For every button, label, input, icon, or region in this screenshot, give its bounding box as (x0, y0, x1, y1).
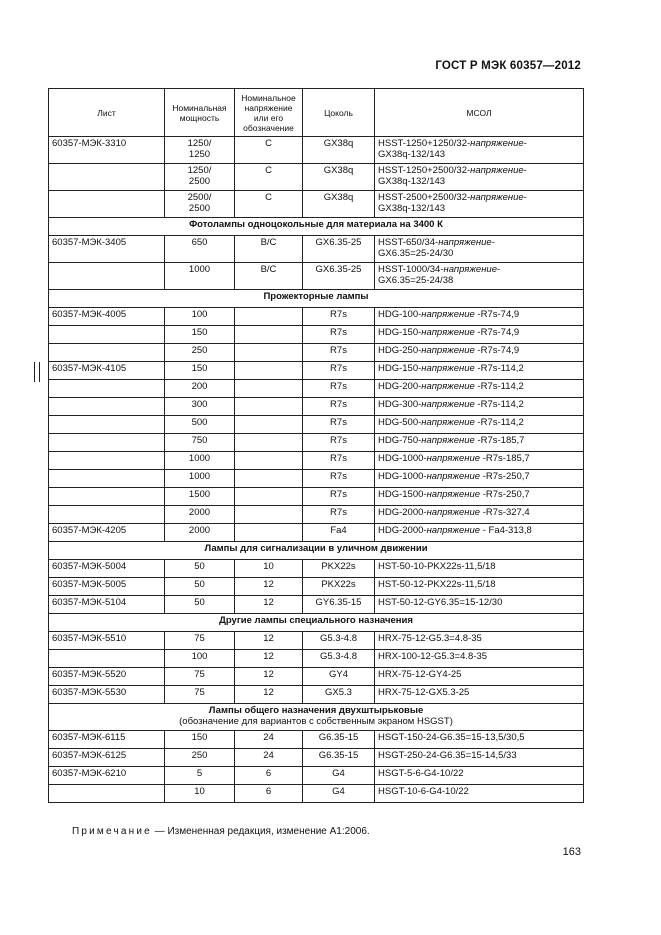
revision-margin-mark (34, 362, 40, 382)
section-title-text: Фотолампы одноцокольные для материала на 3400 К (189, 219, 443, 230)
ilcos-cell: HSGT-10-6-G4-10/22 (375, 785, 584, 803)
ilcos-cell: HSST-1000/34-напряжение- GX6.35=25-24/38 (375, 263, 584, 290)
base-cell: G5.3-4.8 (303, 650, 375, 668)
voltage-cell: 6 (235, 767, 303, 785)
base-cell: R7s (303, 416, 375, 434)
base-cell: GX38q (303, 164, 375, 191)
lamp-data-table (48, 88, 584, 803)
col-header-base: Цоколь (303, 89, 375, 137)
table-row (49, 380, 584, 398)
base-cell: R7s (303, 326, 375, 344)
ilcos-cell: HDG-250-напряжение -R7s-74,9 (375, 344, 584, 362)
table-row (49, 731, 584, 749)
ilcos-cell: HSGT-150-24-G6.35=15-13,5/30,5 (375, 731, 584, 749)
table-row (49, 362, 584, 380)
base-cell: R7s (303, 380, 375, 398)
sheet-cell: 60357-МЭК-5520 (49, 668, 165, 686)
ilcos-cell: HDG-750-напряжение -R7s-185,7 (375, 434, 584, 452)
power-cell: 5 (165, 767, 235, 785)
table-row (49, 470, 584, 488)
sheet-cell (49, 650, 165, 668)
col-header-power: Номинальная мощность (165, 89, 235, 137)
base-cell: R7s (303, 470, 375, 488)
table-row (49, 596, 584, 614)
sheet-cell: 60357-МЭК-6210 (49, 767, 165, 785)
ilcos-cell: HDG-500-напряжение -R7s-114,2 (375, 416, 584, 434)
ilcos-cell: HSST-1250+2500/32-напряжение- GX38q-132/143 (375, 164, 584, 191)
ilcos-cell: HRX-75-12-GY4-25 (375, 668, 584, 686)
ilcos-cell: HDG-300-напряжение -R7s-114,2 (375, 398, 584, 416)
section-header-row (49, 290, 584, 308)
base-cell: G4 (303, 767, 375, 785)
voltage-cell: C (235, 137, 303, 164)
power-cell: 75 (165, 668, 235, 686)
section-header-row (49, 542, 584, 560)
table-row (49, 236, 584, 263)
section-title (49, 542, 584, 560)
power-cell: 2000 (165, 506, 235, 524)
section-title-text: Лампы общего назначения двухштырьковые (208, 705, 424, 716)
power-cell: 250 (165, 749, 235, 767)
voltage-cell: 6 (235, 785, 303, 803)
table-row (49, 326, 584, 344)
ilcos-cell: HDG-200-напряжение -R7s-114,2 (375, 380, 584, 398)
sheet-cell (49, 785, 165, 803)
power-cell: 2500/ 2500 (165, 191, 235, 218)
sheet-cell (49, 470, 165, 488)
voltage-cell: 12 (235, 632, 303, 650)
section-title (49, 290, 584, 308)
base-cell: R7s (303, 506, 375, 524)
table-row (49, 488, 584, 506)
base-cell: GY4 (303, 668, 375, 686)
power-cell: 1000 (165, 452, 235, 470)
voltage-cell (235, 326, 303, 344)
sheet-cell: 60357-МЭК-3405 (49, 236, 165, 263)
table-header-row (49, 89, 584, 137)
voltage-cell (235, 362, 303, 380)
table-row (49, 686, 584, 704)
voltage-cell (235, 344, 303, 362)
voltage-cell: B/C (235, 263, 303, 290)
voltage-cell: 12 (235, 596, 303, 614)
section-subtitle-text: (обозначение для вариантов с собственным экраном HSGST) (179, 716, 453, 727)
power-cell: 1500 (165, 488, 235, 506)
table-row (49, 263, 584, 290)
base-cell: G6.35-15 (303, 749, 375, 767)
section-title (49, 614, 584, 632)
table-row (49, 524, 584, 542)
table-row (49, 560, 584, 578)
ilcos-cell: HDG-1000-напряжение -R7s-250,7 (375, 470, 584, 488)
power-cell: 1000 (165, 470, 235, 488)
voltage-cell: 12 (235, 668, 303, 686)
voltage-cell (235, 524, 303, 542)
voltage-cell: 10 (235, 560, 303, 578)
table-row (49, 452, 584, 470)
section-title-text: Лампы для сигнализации в уличном движении (204, 543, 428, 554)
sheet-cell: 60357-МЭК-4005 (49, 308, 165, 326)
power-cell: 1000 (165, 263, 235, 290)
power-cell: 10 (165, 785, 235, 803)
sheet-cell (49, 398, 165, 416)
sheet-cell: 60357-МЭК-4205 (49, 524, 165, 542)
table-row (49, 668, 584, 686)
sheet-cell (49, 416, 165, 434)
sheet-cell: 60357-МЭК-3310 (49, 137, 165, 164)
voltage-cell: 24 (235, 731, 303, 749)
sheet-cell (49, 488, 165, 506)
page-number: 163 (562, 846, 581, 858)
power-cell: 300 (165, 398, 235, 416)
col-header-ilcos: МСОЛ (375, 89, 584, 137)
ilcos-cell: HDG-2000-напряжение -R7s-327,4 (375, 506, 584, 524)
sheet-cell (49, 326, 165, 344)
ilcos-cell: HST-50-12-GY6.35=15-12/30 (375, 596, 584, 614)
voltage-cell (235, 416, 303, 434)
power-cell: 150 (165, 731, 235, 749)
sheet-cell (49, 263, 165, 290)
ilcos-cell: HDG-150-напряжение -R7s-114,2 (375, 362, 584, 380)
base-cell: R7s (303, 344, 375, 362)
sheet-cell (49, 344, 165, 362)
base-cell: GX5.3 (303, 686, 375, 704)
base-cell: R7s (303, 452, 375, 470)
sheet-cell: 60357-МЭК-5510 (49, 632, 165, 650)
table-row (49, 416, 584, 434)
ilcos-cell: HSST-650/34-напряжение- GX6.35=25-24/30 (375, 236, 584, 263)
power-cell: 150 (165, 362, 235, 380)
table-row (49, 137, 584, 164)
sheet-cell: 60357-МЭК-5530 (49, 686, 165, 704)
voltage-cell: 12 (235, 578, 303, 596)
sheet-cell: 60357-МЭК-6125 (49, 749, 165, 767)
section-title-text: Другие лампы специального назначения (219, 615, 413, 626)
power-cell: 150 (165, 326, 235, 344)
base-cell: GX6.35-25 (303, 236, 375, 263)
base-cell: GX38q (303, 191, 375, 218)
standard-header: ГОСТ Р МЭК 60357—2012 (435, 60, 581, 72)
sheet-cell (49, 452, 165, 470)
power-cell: 1250/ 2500 (165, 164, 235, 191)
sheet-cell (49, 434, 165, 452)
sheet-cell: 60357-МЭК-6115 (49, 731, 165, 749)
power-cell: 50 (165, 560, 235, 578)
voltage-cell: 12 (235, 650, 303, 668)
section-header-row (49, 218, 584, 236)
voltage-cell (235, 308, 303, 326)
voltage-cell: B/C (235, 236, 303, 263)
table-row (49, 344, 584, 362)
voltage-cell: C (235, 191, 303, 218)
ilcos-cell: HDG-2000-напряжение - Fa4-313,8 (375, 524, 584, 542)
section-header-row (49, 614, 584, 632)
sheet-cell: 60357-МЭК-4105 (49, 362, 165, 380)
ilcos-cell: HRX-75-12-GX5.3-25 (375, 686, 584, 704)
base-cell: G5.3-4.8 (303, 632, 375, 650)
section-title (49, 704, 584, 731)
table-row (49, 785, 584, 803)
power-cell: 2000 (165, 524, 235, 542)
base-cell: R7s (303, 398, 375, 416)
sheet-cell: 60357-МЭК-5004 (49, 560, 165, 578)
voltage-cell (235, 470, 303, 488)
power-cell: 750 (165, 434, 235, 452)
ilcos-cell: HSGT-250-24-G6.35=15-14,5/33 (375, 749, 584, 767)
table-row (49, 749, 584, 767)
ilcos-cell: HDG-150-напряжение -R7s-74,9 (375, 326, 584, 344)
ilcos-cell: HRX-75-12-G5.3=4.8-35 (375, 632, 584, 650)
voltage-cell (235, 488, 303, 506)
section-title (49, 218, 584, 236)
power-cell: 650 (165, 236, 235, 263)
footnote-label: Примечание (72, 826, 152, 837)
power-cell: 100 (165, 308, 235, 326)
voltage-cell (235, 506, 303, 524)
table-row (49, 434, 584, 452)
ilcos-cell: HDG-1500-напряжение -R7s-250,7 (375, 488, 584, 506)
ilcos-cell: HSGT-5-6-G4-10/22 (375, 767, 584, 785)
voltage-cell (235, 380, 303, 398)
ilcos-cell: HSST-2500+2500/32-напряжение- GX38q-132/143 (375, 191, 584, 218)
table-row (49, 191, 584, 218)
power-cell: 75 (165, 686, 235, 704)
col-header-voltage: Номинальное напряжение или его обозначение (235, 89, 303, 137)
base-cell: R7s (303, 488, 375, 506)
section-header-row (49, 704, 584, 731)
power-cell: 100 (165, 650, 235, 668)
base-cell: R7s (303, 308, 375, 326)
base-cell: R7s (303, 434, 375, 452)
base-cell: GX38q (303, 137, 375, 164)
voltage-cell: 12 (235, 686, 303, 704)
base-cell: GX6.35-25 (303, 263, 375, 290)
ilcos-cell: HDG-100-напряжение -R7s-74,9 (375, 308, 584, 326)
power-cell: 1250/ 1250 (165, 137, 235, 164)
base-cell: G6.35-15 (303, 731, 375, 749)
table-row (49, 767, 584, 785)
table-row (49, 578, 584, 596)
sheet-cell: 60357-МЭК-5005 (49, 578, 165, 596)
sheet-cell (49, 191, 165, 218)
base-cell: Fa4 (303, 524, 375, 542)
voltage-cell (235, 398, 303, 416)
table-row (49, 308, 584, 326)
sheet-cell (49, 380, 165, 398)
ilcos-cell: HST-50-10-PKX22s-11,5/18 (375, 560, 584, 578)
base-cell: GY6.35-15 (303, 596, 375, 614)
voltage-cell: C (235, 164, 303, 191)
table-row (49, 650, 584, 668)
power-cell: 50 (165, 578, 235, 596)
ilcos-cell: HSST-1250+1250/32-напряжение- GX38q-132/143 (375, 137, 584, 164)
power-cell: 250 (165, 344, 235, 362)
base-cell: G4 (303, 785, 375, 803)
table-row (49, 164, 584, 191)
power-cell: 50 (165, 596, 235, 614)
base-cell: R7s (303, 362, 375, 380)
voltage-cell (235, 434, 303, 452)
base-cell: PKX22s (303, 560, 375, 578)
base-cell: PKX22s (303, 578, 375, 596)
table-row (49, 398, 584, 416)
voltage-cell: 24 (235, 749, 303, 767)
section-title-text: Прожекторные лампы (263, 291, 369, 302)
col-header-sheet: Лист (49, 89, 165, 137)
footnote-text: — Измененная редакция, изменение A1:2006. (151, 826, 370, 837)
power-cell: 500 (165, 416, 235, 434)
ilcos-cell: HST-50-12-PKX22s-11,5/18 (375, 578, 584, 596)
sheet-cell: 60357-МЭК-5104 (49, 596, 165, 614)
footnote (72, 826, 370, 837)
power-cell: 200 (165, 380, 235, 398)
table-row (49, 506, 584, 524)
table-row (49, 632, 584, 650)
voltage-cell (235, 452, 303, 470)
sheet-cell (49, 506, 165, 524)
power-cell: 75 (165, 632, 235, 650)
sheet-cell (49, 164, 165, 191)
ilcos-cell: HDG-1000-напряжение -R7s-185,7 (375, 452, 584, 470)
ilcos-cell: HRX-100-12-G5.3=4.8-35 (375, 650, 584, 668)
